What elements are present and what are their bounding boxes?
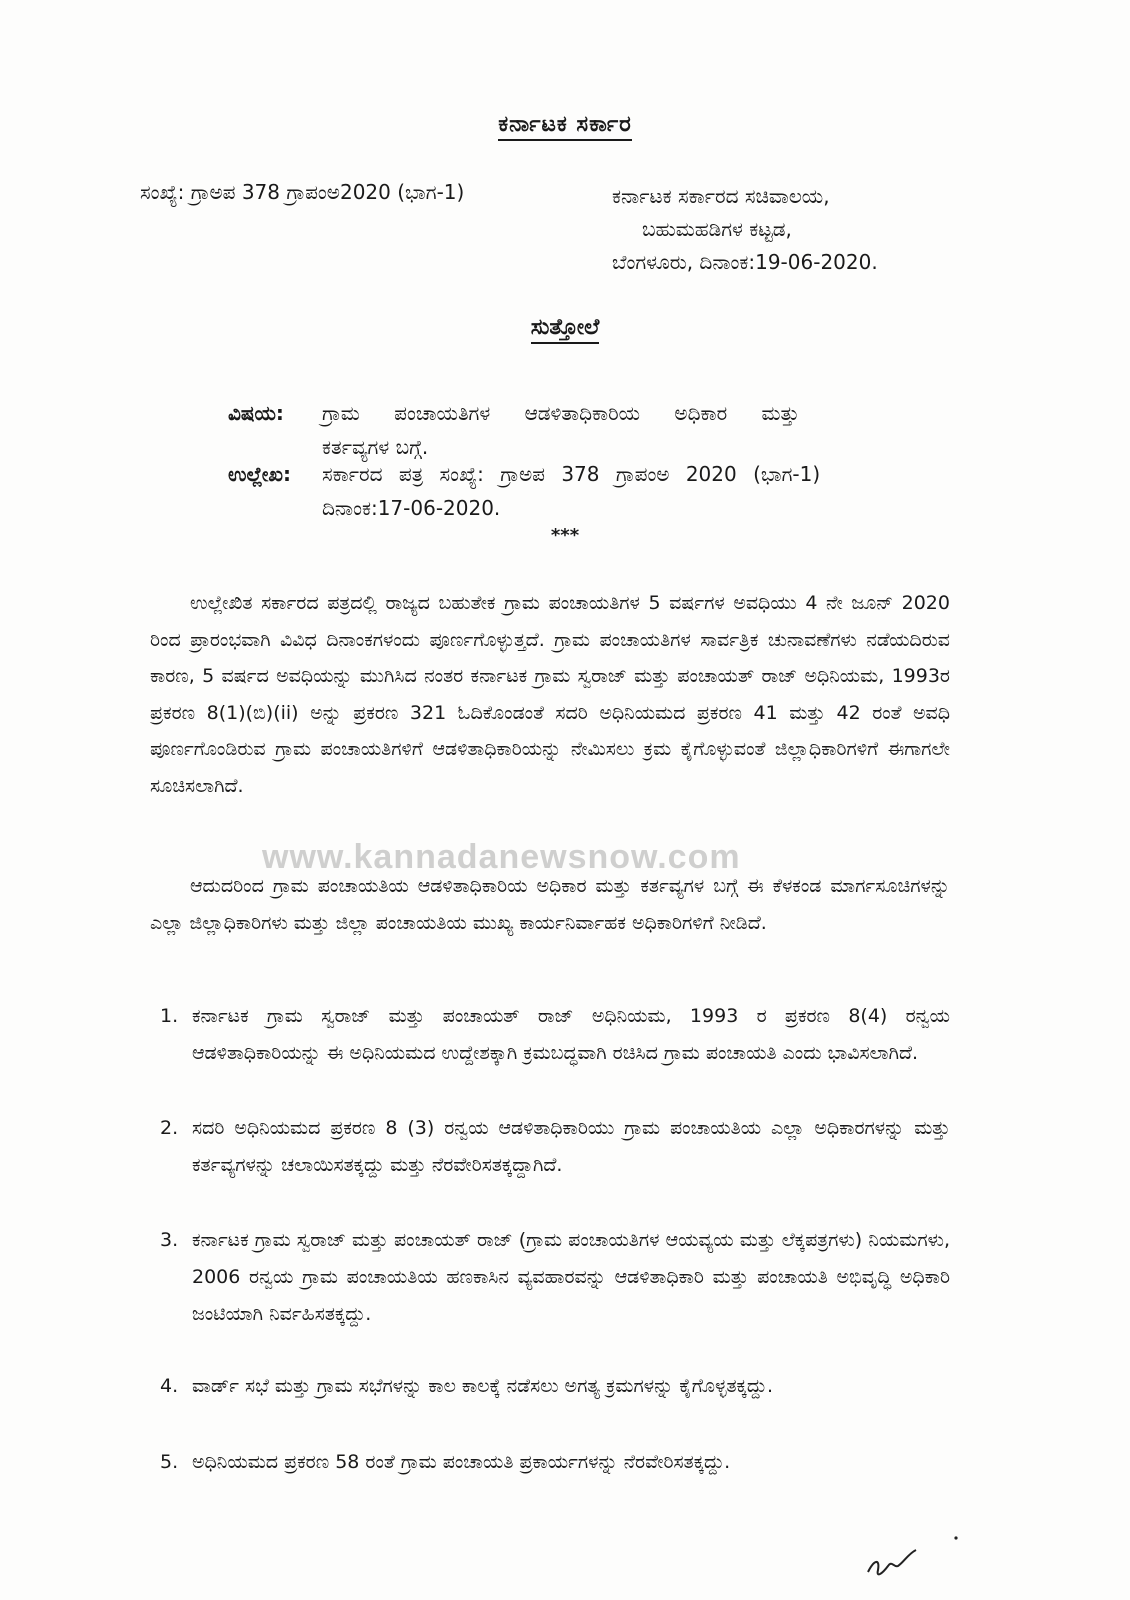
paragraph-2: ಆದುದರಿಂದ ಗ್ರಾಮ ಪಂಚಾಯತಿಯ ಆಡಳಿತಾಧಿಕಾರಿಯ ಅಧಿಕಾರ ಮತ್ತು ಕರ್ತವ್ಯಗಳ ಬಗ್ಗೆ ಈ ಕೆಳಕಂಡ ಮಾರ್ಗಸೂಚಿಗಳನ್ನು ಎಲ್ಲಾ ಜಿಲ್ಲಾಧಿಕಾರಿಗಳು ಮತ್ತು ಜಿಲ್ಲಾ ಪಂಚಾಯತಿಯ ಮುಖ್ಯ ಕಾರ್ಯನಿರ್ವಾಹಕ ಅಧಿಕಾರಿಗಳಿಗೆ ನೀಡಿದೆ. — [150, 875, 950, 934]
reference-text — [322, 457, 922, 491]
government-heading: ಕರ್ನಾಟಕ ಸರ್ಕಾರ — [0, 112, 1130, 137]
watermark: www.kannadanewsnow.com — [262, 838, 741, 876]
subject-line-1: ಗ್ರಾಮ ಪಂಚಾಯತಿಗಳ ಆಡಳಿತಾಧಿಕಾರಿಯ ಅಧಿಕಾರ ಮತ್ತು — [322, 401, 800, 425]
address-line-2: ಬಹುಮಹಡಿಗಳ ಕಟ್ಟಡ, — [642, 217, 792, 241]
reference-date: ದಿನಾಂಕ:17-06-2020. — [322, 496, 501, 520]
address-line-1: ಕರ್ನಾಟಕ ಸರ್ಕಾರದ ಸಚಿವಾಲಯ, — [612, 184, 830, 208]
reference-number: ಸಂಖ್ಯೆ: ಗ್ರಾಅಪ 378 ಗ್ರಾಪಂಅ2020 (ಭಾಗ-1) — [140, 180, 465, 204]
list-item: 2. ಸದರಿ ಅಧಿನಿಯಮದ ಪ್ರಕರಣ 8 (3) ರನ್ವಯ ಆಡಳಿತಾಧಿಕಾರಿಯು ಗ್ರಾಮ ಪಂಚಾಯತಿಯ ಎಲ್ಲಾ ಅಧಿಕಾರಗಳನ್ನು ಮತ್ತು ಕರ್ತವ್ಯಗಳನ್ನು ಚಲಾಯಿಸತಕ್ಕದ್ದು ಮತ್ತು ನೆರವೇರಿಸತಕ್ಕದ್ದಾಗಿದೆ. — [160, 1117, 950, 1176]
list-item: 1. ಕರ್ನಾಟಕ ಗ್ರಾಮ ಸ್ವರಾಜ್ ಮತ್ತು ಪಂಚಾಯತ್ ರಾಜ್ ಅಧಿನಿಯಮ, 1993 ರ ಪ್ರಕರಣ 8(4) ರನ್ವಯ ಆಡಳಿತಾಧಿಕಾರಿಯನ್ನು ಈ ಅಧಿನಿಯಮದ ಉದ್ದೇಶಕ್ಕಾಗಿ ಕ್ರಮಬದ್ಧವಾಗಿ ರಚಿಸಿದ ಗ್ರಾಮ ಪಂಚಾಯತಿ ಎಂದು ಭಾವಿಸಲಾಗಿದೆ. — [160, 1005, 950, 1064]
address-block — [612, 180, 878, 279]
reference-label: ಉಲ್ಲೇಖ: — [228, 462, 291, 486]
paragraph-1: ಉಲ್ಲೇಖಿತ ಸರ್ಕಾರದ ಪತ್ರದಲ್ಲಿ ರಾಜ್ಯದ ಬಹುತೇಕ ಗ್ರಾಮ ಪಂಚಾಯತಿಗಳ 5 ವರ್ಷಗಳ ಅವಧಿಯು 4 ನೇ ಜೂನ್ 2020 ರಿಂದ ಪ್ರಾರಂಭವಾಗಿ ವಿವಿಧ ದಿನಾಂಕಗಳಂದು ಪೂರ್ಣಗೊಳ್ಳುತ್ತದೆ. ಗ್ರಾಮ ಪಂಚಾಯತಿಗಳ ಸಾರ್ವತ್ರಿಕ ಚುನಾವಣೆಗಳು ನಡೆಯದಿರುವ ಕಾರಣ, 5 ವರ್ಷದ ಅವಧಿಯನ್ನು ಮುಗಿಸಿದ ನಂತರ ಕರ್ನಾಟಕ ಗ್ರಾಮ ಸ್ವರಾಜ್ ಮತ್ತು ಪಂಚಾಯತ್ ರಾಜ್ ಅಧಿನಿಯಮ, 1993ರ ಪ್ರಕರಣ 8(1)(ಬಿ)(ii) ಅನ್ನು ಪ್ರಕರಣ 321 ಓದಿಕೊಂಡಂತೆ ಸದರಿ ಅಧಿನಿಯಮದ ಪ್ರಕರಣ 41 ಮತ್ತು 42 ರಂತೆ ಅವಧಿ ಪೂರ್ಣಗೊಂಡಿರುವ ಗ್ರಾಮ ಪಂಚಾಯತಿಗಳಿಗೆ ಆಡಳಿತಾಧಿಕಾರಿಯನ್ನು ನೇಮಿಸಲು ಕ್ರಮ ಕೈಗೊಳ್ಳುವಂತೆ ಜಿಲ್ಲಾಧಿಕಾರಿಗಳಿಗೆ ಈಗಾಗಲೇ ಸೂಚಿಸಲಾಗಿದೆ. — [150, 592, 950, 797]
signature-icon — [860, 1530, 970, 1590]
separator: *** — [550, 525, 580, 546]
circular-title: ಸುತ್ತೋಲೆ — [0, 315, 1130, 340]
address-line-3: ಬೆಂಗಳೂರು, ದಿನಾಂಕ:19-06-2020. — [612, 250, 878, 274]
subject-label: ವಿಷಯ: — [228, 401, 284, 425]
list-item: 4. ವಾರ್ಡ್ ಸಭೆ ಮತ್ತು ಗ್ರಾಮ ಸಭೆಗಳನ್ನು ಕಾಲ ಕಾಲಕ್ಕೆ ನಡೆಸಲು ಅಗತ್ಯ ಕ್ರಮಗಳನ್ನು ಕೈಗೊಳ್ಳತಕ್ಕದ್ದು. — [160, 1375, 773, 1397]
subject-text — [322, 396, 922, 464]
subject-line-2: ಕರ್ತವ್ಯಗಳ ಬಗ್ಗೆ. — [322, 435, 429, 459]
list-item: 3. ಕರ್ನಾಟಕ ಗ್ರಾಮ ಸ್ವರಾಜ್ ಮತ್ತು ಪಂಚಾಯತ್ ರಾಜ್ (ಗ್ರಾಮ ಪಂಚಾಯತಿಗಳ ಆಯವ್ಯಯ ಮತ್ತು ಲೆಕ್ಕಪತ್ರಗಳು) ನಿಯಮಗಳು, 2006 ರನ್ವಯ ಗ್ರಾಮ ಪಂಚಾಯತಿಯ ಹಣಕಾಸಿನ ವ್ಯವಹಾರವನ್ನು ಆಡಳಿತಾಧಿಕಾರಿ ಮತ್ತು ಪಂಚಾಯತಿ ಅಭಿವೃದ್ಧಿ ಅಧಿಕಾರಿ ಜಂಟಿಯಾಗಿ ನಿರ್ವಹಿಸತಕ್ಕದ್ದು. — [160, 1229, 950, 1325]
reference-line-1: ಸರ್ಕಾರದ ಪತ್ರ ಸಂಖ್ಯೆ: ಗ್ರಾಅಪ 378 ಗ್ರಾಪಂಅ 2020 (ಭಾಗ-1) — [322, 462, 821, 486]
list-item: 5. ಅಧಿನಿಯಮದ ಪ್ರಕರಣ 58 ರಂತೆ ಗ್ರಾಮ ಪಂಚಾಯತಿ ಪ್ರಕಾರ್ಯಗಳನ್ನು ನೆರವೇರಿಸತಕ್ಕದ್ದು. — [160, 1451, 731, 1473]
